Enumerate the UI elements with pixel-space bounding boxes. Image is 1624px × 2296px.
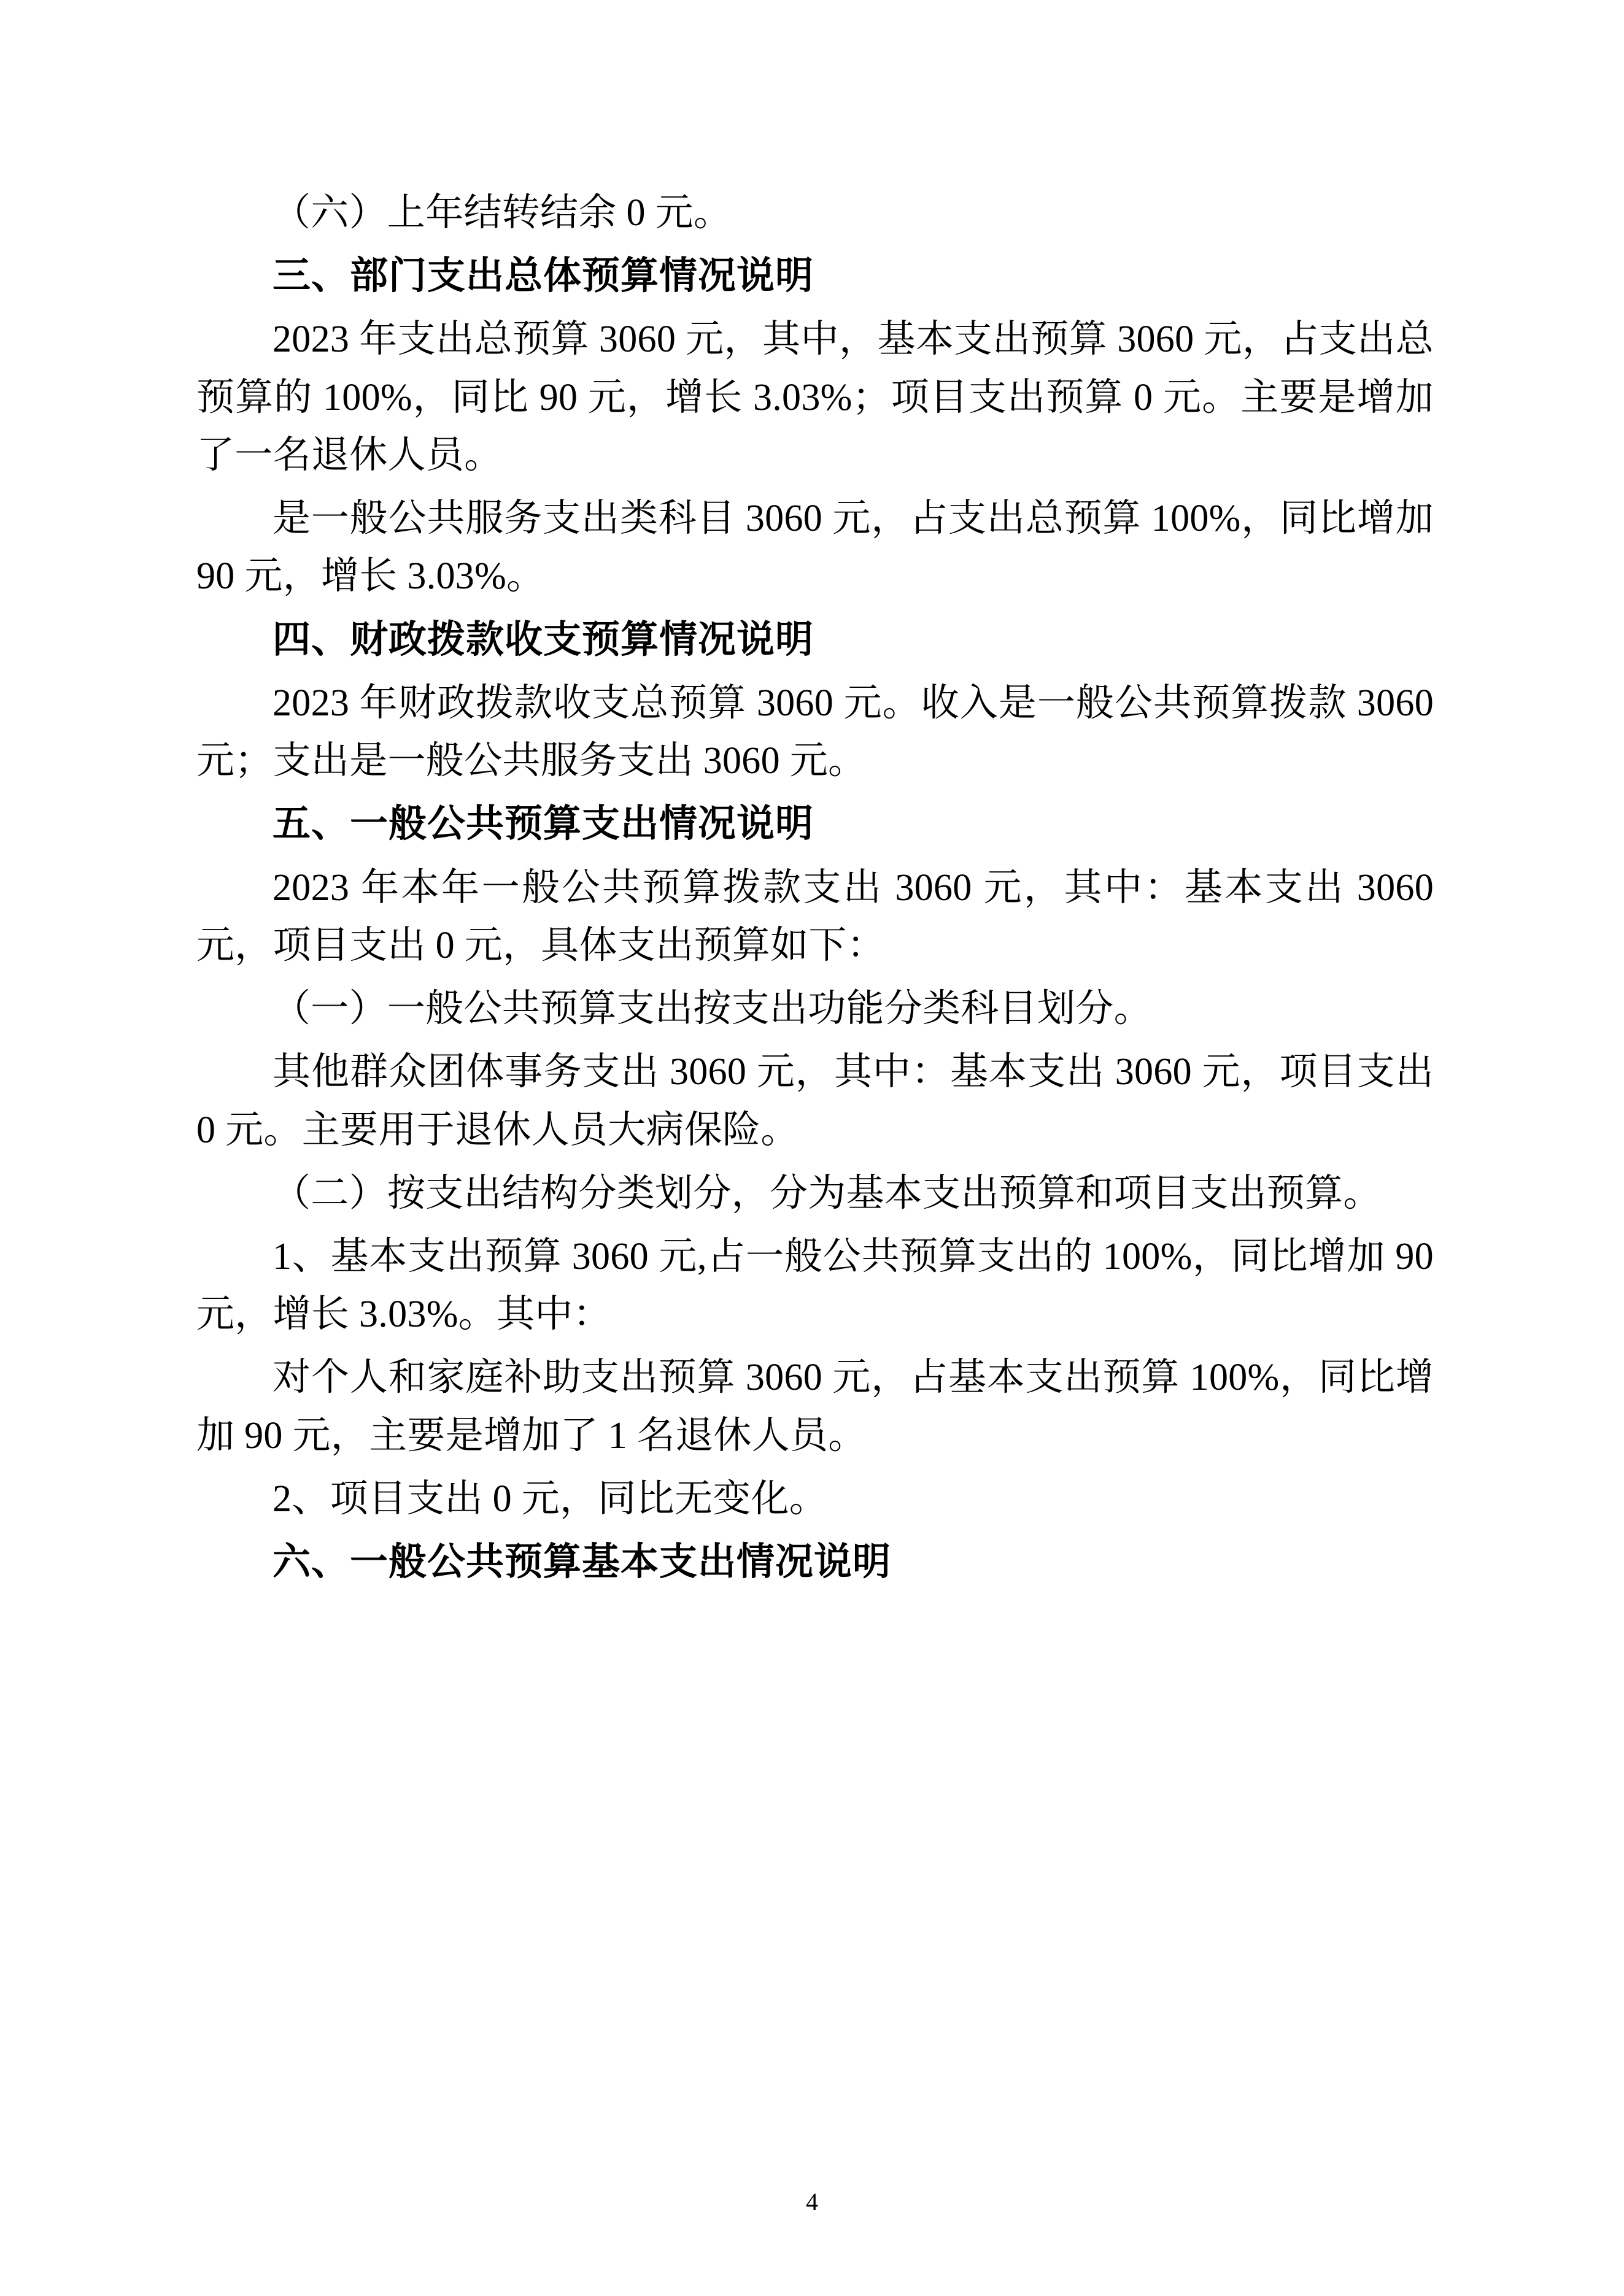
paragraph-public-service-subject: 是一般公共服务支出类科目 3060 元，占支出总预算 100%，同比增加 90 元，增长 3.03%。 [196, 498, 1434, 598]
paragraph-basic-expenditure: 1、基本支出预算 3060 元,占一般公共预算支出的 100%，同比增加 90 元，增长 3.03%。其中： [196, 1235, 1434, 1336]
page-number: 4 [806, 2188, 818, 2216]
section-heading-six: 六、一般公共预算基本支出情况说明 [273, 1541, 892, 1584]
section-heading-four: 四、财政拨款收支预算情况说明 [273, 618, 814, 661]
section-heading-three: 三、部门支出总体预算情况说明 [273, 255, 814, 298]
paragraph-project-expenditure: 2、项目支出 0 元，同比无变化。 [273, 1477, 828, 1520]
section-heading-five: 五、一般公共预算支出情况说明 [273, 803, 814, 846]
paragraph-mass-organization: 其他群众团体事务支出 3060 元，其中：基本支出 3060 元，项目支出 0 元。主要用于退休人员大病保险。 [196, 1051, 1434, 1151]
paragraph-fiscal-appropriation: 2023 年财政拨款收支总预算 3060 元。收入是一般公共预算拨款 3060 元；支出是一般公共服务支出 3060 元。 [196, 682, 1434, 782]
paragraph-personal-family-subsidy: 对个人和家庭补助支出预算 3060 元，占基本支出预算 100%，同比增加 90 元，主要是增加了 1 名退休人员。 [196, 1357, 1434, 1457]
paragraph-item-one: （一）一般公共预算支出按支出功能分类科目划分。 [273, 988, 1152, 1030]
paragraph-carryover: （六）上年结转结余 0 元。 [273, 192, 732, 234]
paragraph-item-two: （二）按支出结构分类划分，分为基本支出预算和项目支出预算。 [273, 1172, 1382, 1214]
paragraph-total-expenditure: 2023 年支出总预算 3060 元，其中，基本支出预算 3060 元，占支出总预算的 100%，同比 90 元，增长 3.03%；项目支出预算 0 元。主要是增加了一名退休人员。 [196, 318, 1434, 476]
paragraph-general-budget-expenditure: 2023 年本年一般公共预算拨款支出 3060 元，其中：基本支出 3060 元，项目支出 0 元，具体支出预算如下： [196, 866, 1434, 966]
document-body [196, 184, 1434, 1591]
